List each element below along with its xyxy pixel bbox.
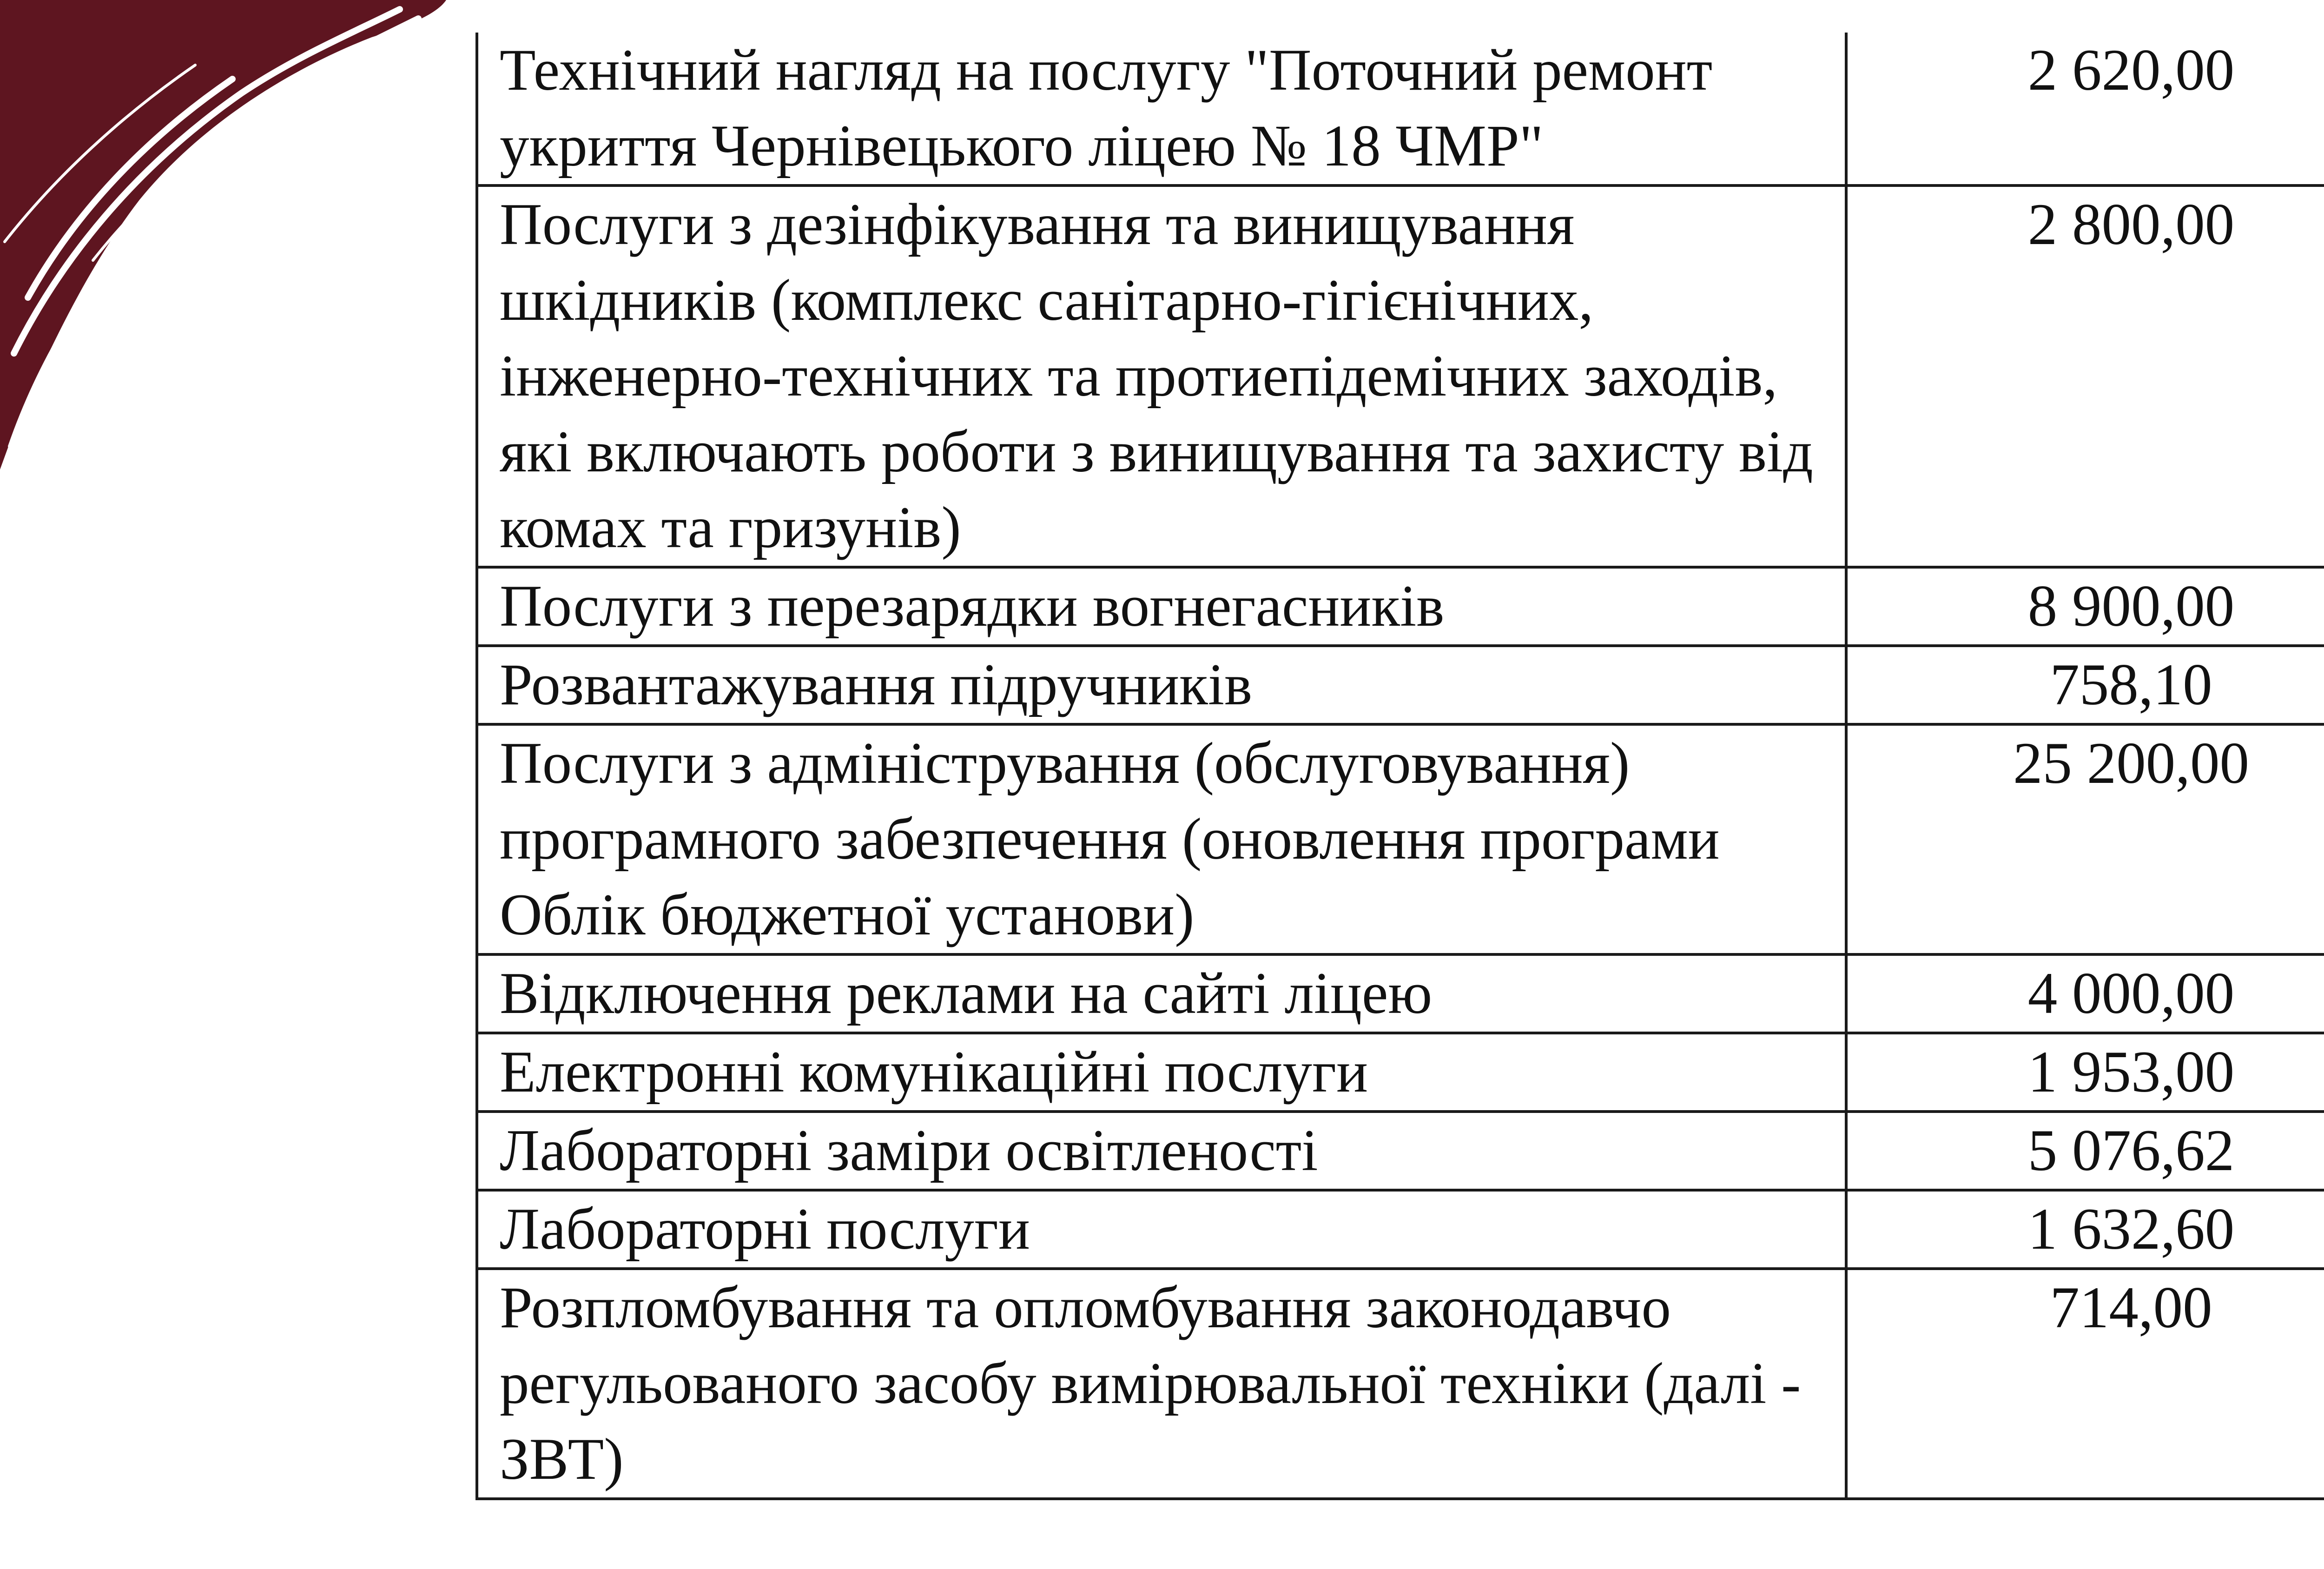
service-name-cell: Послуги з перезарядки вогнегасників [477,567,1846,646]
table-row [477,724,2324,954]
services-table-wrap [475,33,2324,1500]
service-name-cell: Лабораторні послуги [477,1190,1846,1269]
table-row [477,1033,2324,1112]
amount-cell: 8 900,00 [1846,567,2324,646]
amount-cell: 25 200,00 [1846,724,2324,954]
amount-cell: 2 800,00 [1846,185,2324,567]
table-row [477,954,2324,1033]
amount-cell: 714,00 [1846,1269,2324,1499]
brush-decoration-left [0,0,465,488]
service-name-cell: Розвантажування підручників [477,646,1846,724]
amount-cell: 4 000,00 [1846,954,2324,1033]
amount-cell: 1 632,60 [1846,1190,2324,1269]
table-row [477,1269,2324,1499]
service-name-cell: Розпломбування та опломбування законодавчо регульованого засобу вимірювальної техніки (далі - ЗВТ) [477,1269,1846,1499]
table-row [477,567,2324,646]
service-name-cell: Послуги з адміністрування (обслуговування) програмного забезпечення (оновлення програми Облік бюджетної установи) [477,724,1846,954]
table-row [477,1112,2324,1190]
amount-cell: 2 620,00 [1846,33,2324,185]
amount-cell: 1 953,00 [1846,1033,2324,1112]
table-row [477,1190,2324,1269]
service-name-cell: Відключення реклами на сайті ліцею [477,954,1846,1033]
services-table [475,33,2324,1500]
amount-cell: 5 076,62 [1846,1112,2324,1190]
service-name-cell: Лабораторні заміри освітленості [477,1112,1846,1190]
amount-cell: 758,10 [1846,646,2324,724]
table-row [477,646,2324,724]
table-row [477,185,2324,567]
table-row [477,33,2324,185]
service-name-cell: Послуги з дезінфікування та винищування шкідників (комплекс санітарно-гігієнічних, інженерно-технічних та протиепідемічних заходів, які включають роботи з винищування та захисту від комах та гризунів) [477,185,1846,567]
service-name-cell: Електронні комунікаційні послуги [477,1033,1846,1112]
service-name-cell: Технічний нагляд на послугу "Поточний ремонт укриття Чернівецького ліцею № 18 ЧМР" [477,33,1846,185]
